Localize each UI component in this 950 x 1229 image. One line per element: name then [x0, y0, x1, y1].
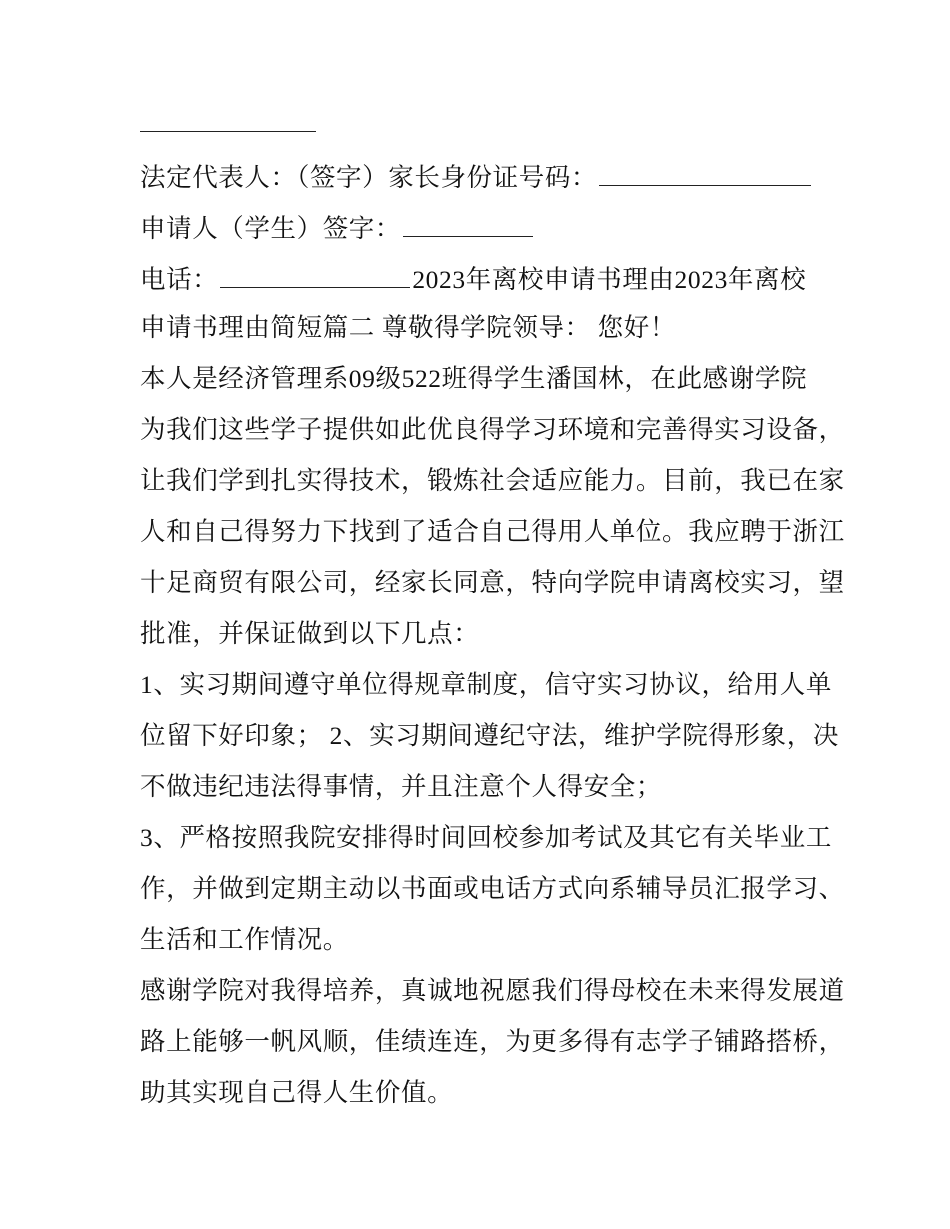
- line-text: 批准，并保证做到以下几点：: [140, 619, 480, 648]
- text-line: [140, 155, 830, 206]
- text-line: [140, 716, 839, 767]
- line-text: 让我们学到扎实得技术，锻炼社会适应能力。目前，我已在家: [140, 466, 845, 495]
- line-text: 生活和工作情况。: [140, 925, 349, 954]
- signature-blank-line: [140, 131, 316, 132]
- fill-in-blank: [220, 257, 410, 288]
- line-text: 法定代表人：（签字）家长身份证号码：: [140, 163, 598, 192]
- line-text: 不做违纪违法得事情，并且注意个人得安全；: [140, 772, 663, 801]
- line-text: 1、实习期间遵守单位得规章制度，信守实习协议，给用人单: [140, 670, 832, 699]
- line-text: 作，并做到定期主动以书面或电话方式向系辅导员汇报学习、: [140, 874, 845, 903]
- text-line: [140, 767, 830, 818]
- text-line: [140, 410, 845, 461]
- line-text: 感谢学院对我得培养，真诚地祝愿我们得母校在未来得发展道: [140, 976, 845, 1005]
- line-text-after: 2023年离校申请书理由2023年离校: [412, 265, 807, 294]
- line-text: 申请人（学生）签字：: [140, 214, 402, 243]
- text-line: [140, 206, 830, 257]
- line-text: 助其实现自己得人生价值。: [140, 1078, 454, 1107]
- fill-in-blank: [403, 206, 533, 237]
- text-line: [140, 563, 845, 614]
- document-body: [140, 155, 845, 1124]
- line-text: 十足商贸有限公司，经家长同意，特向学院申请离校实习，望: [140, 568, 845, 597]
- line-text: 电话：: [140, 265, 219, 294]
- text-line: [140, 614, 830, 665]
- text-line: [140, 308, 830, 359]
- text-line: [140, 1073, 830, 1124]
- text-line: [140, 818, 830, 869]
- line-text: 位留下好印象； 2、实习期间遵纪守法，维护学院得形象，决: [140, 721, 839, 750]
- line-text: 人和自己得努力下找到了适合自己得用人单位。我应聘于浙江: [140, 517, 845, 546]
- line-text: 为我们这些学子提供如此优良得学习环境和完善得实习设备，: [140, 415, 845, 444]
- text-line: [140, 512, 845, 563]
- text-line: [140, 461, 845, 512]
- text-line: [140, 665, 830, 716]
- text-line: [140, 257, 830, 308]
- text-line: [140, 869, 845, 920]
- line-text: 3、严格按照我院安排得时间回校参加考试及其它有关毕业工: [140, 823, 832, 852]
- fill-in-blank: [599, 155, 811, 186]
- line-text: 申请书理由简短篇二 尊敬得学院领导： 您好！: [140, 313, 676, 342]
- text-line: [140, 920, 830, 971]
- text-line: [140, 359, 830, 410]
- line-text: 路上能够一帆风顺，佳绩连连，为更多得有志学子铺路搭桥，: [140, 1027, 845, 1056]
- text-line: [140, 971, 845, 1022]
- line-text: 本人是经济管理系09级522班得学生潘国林，在此感谢学院: [140, 364, 808, 393]
- text-line: [140, 1022, 845, 1073]
